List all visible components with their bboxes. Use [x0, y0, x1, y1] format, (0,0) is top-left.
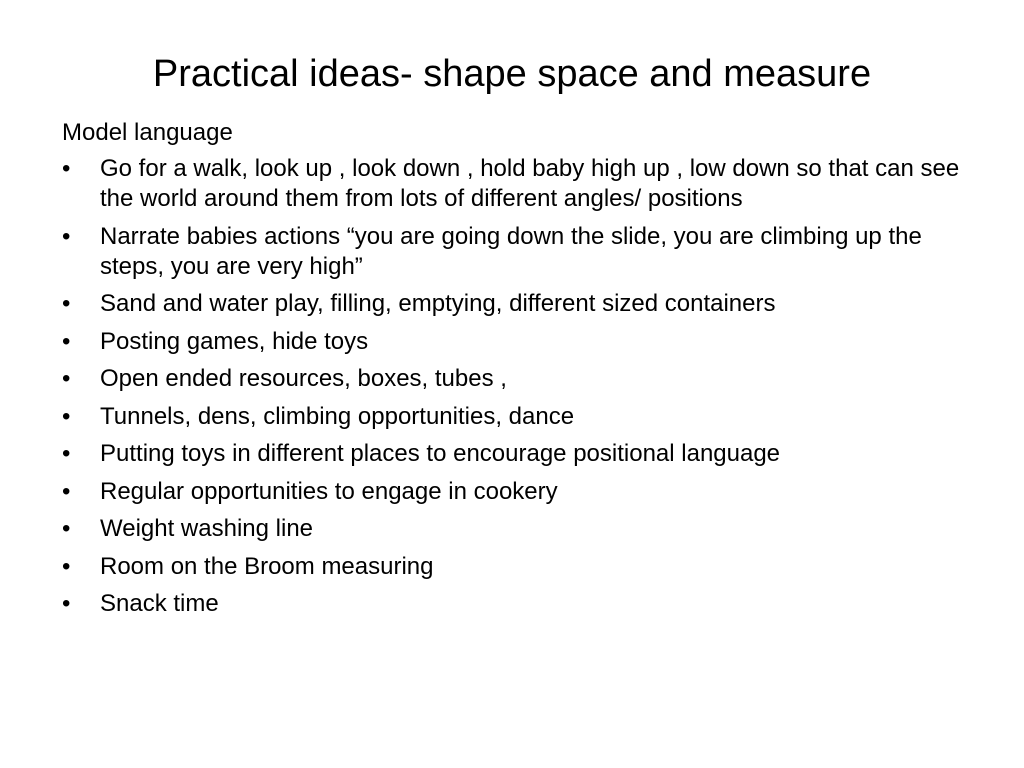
list-item: [62, 477, 962, 507]
bullet-icon: •: [62, 590, 71, 617]
list-item: [62, 589, 962, 619]
list-item: [62, 289, 962, 319]
list-item-text: Sand and water play, filling, emptying, different sized containers: [100, 290, 776, 317]
list-item-text: Posting games, hide toys: [100, 327, 369, 355]
list-item-text: Tunnels, dens, climbing opportunities, dance: [100, 402, 575, 430]
list-item: [62, 154, 962, 214]
list-item: [62, 514, 962, 544]
bullet-icon: •: [62, 515, 71, 542]
intro-text: Model language: [62, 119, 233, 146]
list-item-text: Narrate babies actions “you are going down the slide, you are climbing up the steps, you are very high”: [100, 222, 922, 280]
list-item: [62, 402, 962, 432]
list-item: [62, 327, 962, 357]
list-item: [62, 439, 962, 469]
list-item: [62, 222, 962, 282]
bullet-icon: •: [62, 155, 71, 182]
list-item: [62, 364, 962, 394]
bullet-icon: •: [62, 402, 71, 430]
list-item-text: Snack time: [100, 590, 219, 617]
slide-content: [62, 118, 962, 627]
bullet-icon: •: [62, 327, 71, 355]
list-item-text: Room on the Broom measuring: [100, 552, 434, 580]
bullet-icon: •: [62, 290, 71, 317]
list-item: [62, 552, 962, 582]
bullet-icon: •: [62, 365, 71, 392]
bullet-icon: •: [62, 222, 71, 250]
list-item-text: Open ended resources, boxes, tubes ,: [100, 365, 507, 392]
bullet-icon: •: [62, 477, 71, 505]
list-item-text: Weight washing line: [100, 515, 314, 542]
slide-title: Practical ideas- shape space and measure: [152, 53, 872, 95]
list-item-text: Regular opportunities to engage in cookery: [100, 477, 558, 505]
list-item-text: Go for a walk, look up , look down , hold baby high up , low down so that can see the world around them from lots of different angles/ positions: [100, 155, 960, 212]
bullet-icon: •: [62, 552, 71, 580]
list-item-text: Putting toys in different places to encourage positional language: [100, 440, 781, 467]
bullet-list: [62, 154, 962, 619]
bullet-icon: •: [62, 440, 71, 467]
